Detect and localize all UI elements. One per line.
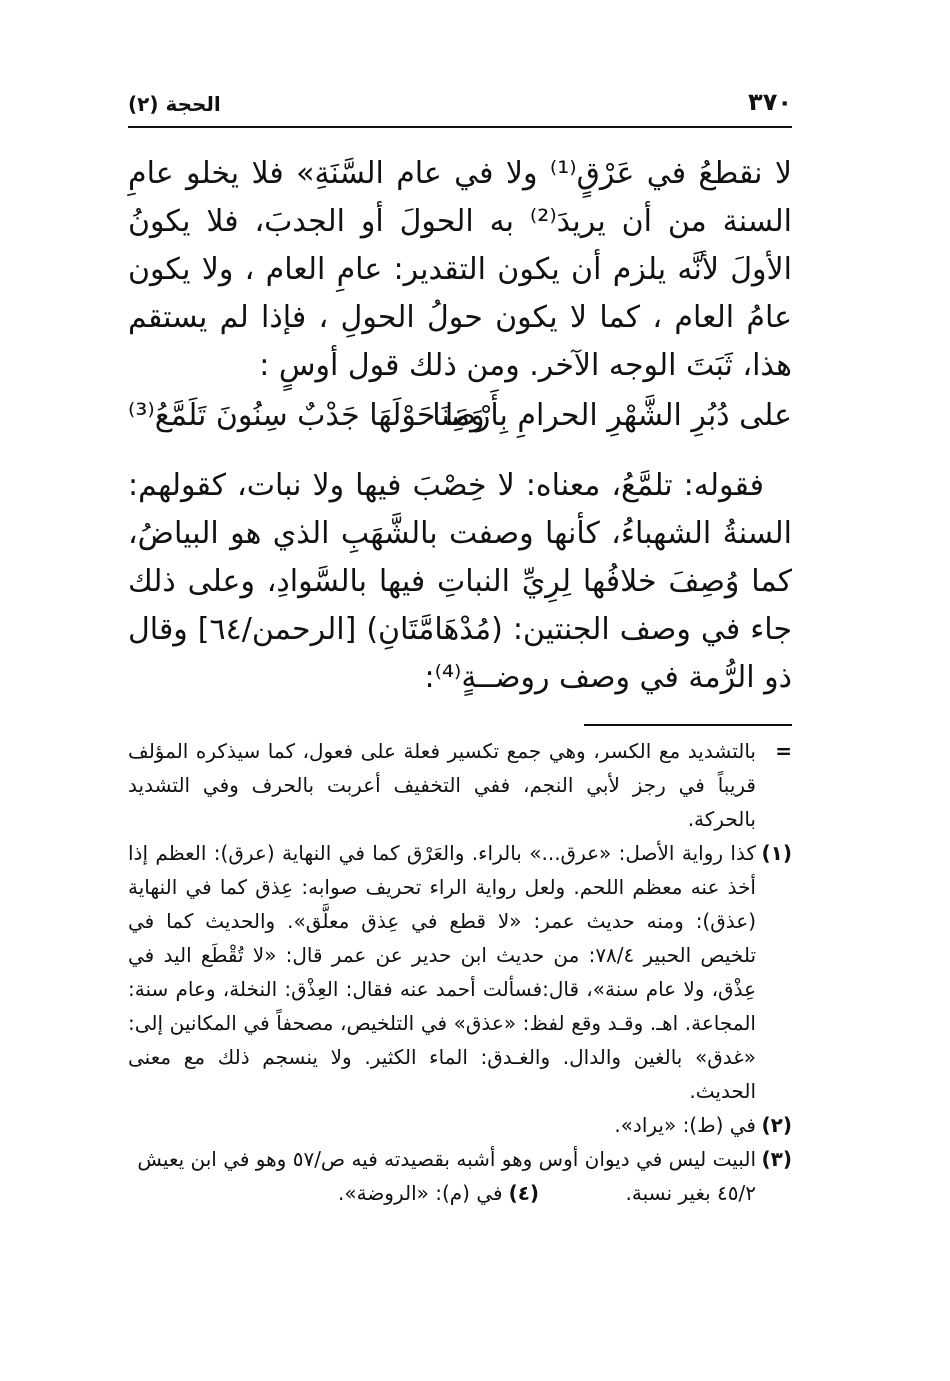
footnote-1 — [128, 836, 792, 1108]
footnote-divider — [584, 724, 792, 726]
page-header — [128, 88, 792, 124]
main-text — [128, 150, 792, 390]
poetry-verse — [128, 398, 792, 450]
paragraph-1: لا نقطعُ في عَرْقٍ⁽¹⁾ ولا في عام السَّنَةِ» فلا يخلو عامِ السنة من أن يريدَ⁽²⁾ به الحولَ أو الجدبَ، فلا يكونُ الأولَ لأنَّه يلزم أن يكون التقدير: عامِ العام ، ولا يكون عامُ العام ، كما لا يكون حولُ الحولِ ، فإذا لم يستقم هذا، ثَبَتَ الوجه الآخر. ومن ذلك قول أوسٍ : — [128, 156, 792, 383]
paragraph-2-text: فقوله: تلمَّعُ، معناه: لا خِصْبَ فيها ولا نبات، كقولهم: السنةُ الشهباءُ، كأنها وصفت بالشَّهَبِ الذي هو البياضُ، كما وُصِفَ خلافُها لِرِيِّ النباتِ فيها بالسَّوادِ، وعلى ذلك جاء في وصف الجنتين: (مُدْهَامَّتَانِ) [الرحمن/٦٤] وقال ذو الرُّمة في وصف روضــةٍ⁽⁴⁾: — [128, 468, 792, 695]
header-divider — [128, 126, 792, 128]
footnote-mark: (٢) — [761, 1113, 792, 1137]
footnote-3-and-4 — [128, 1142, 792, 1210]
footnote-mark: = — [775, 739, 792, 763]
footnote-text: في (ط): «يراد». — [614, 1113, 756, 1137]
main-text-continued — [128, 462, 792, 702]
footnote-mark: (٣) — [761, 1147, 792, 1171]
paragraph-2 — [128, 462, 792, 702]
footnote-text: بالتشديد مع الكسر، وهي جمع تكسير فعلة على فعول، كما سيذكره المؤلف قريباً في رجز لأبي النجم، ففي التخفيف أعربت بالحرف وفي التشديد بالحركة. — [128, 739, 756, 831]
footnote-mark: (٤) — [508, 1181, 540, 1205]
verse-first-hemistich: على دُبُرِ الشَّهْرِ الحرامِ بِأَرْضِنَا — [432, 398, 792, 433]
running-title: الحجة (٢) — [128, 92, 221, 116]
verse-second-hemistich: وَمَا حَوْلَهَا جَدْبٌ سِنُونَ تَلَمَّعُ⁽³⁾ — [128, 398, 485, 433]
footnote-mark: (١) — [761, 841, 792, 865]
footnote-4-text: في (م): «الروضة». — [338, 1181, 503, 1205]
footnote-continuation — [128, 734, 792, 836]
footnote-text: كذا رواية الأصل: «عرق...» بالراء. والعَرْق كما في النهاية (عرق): العظم إذا أخذ عنه معظم اللحم. ولعل رواية الراء تحريف صوابه: عِذق كما في النهاية (عذق): ومنه حديث عمر: «لا قطع في عِذق معلَّق». والحديث كما في تلخيص الحبير ٧٨/٤: من حديث ابن حدير عن عمر قال: «لا تُقْطَع اليد في عِذْق، ولا عام سنة»، قال:فسألت أحمد عنه فقال: العِذْق: النخلة، وعام سنة: المجاعة. اهـ. وقـد وقع لفظ: «عذق» في التلخيص، مصحفاً في المكانين إلى: «غدق» بالغين والدال. والغـدق: الماء الكثير. ولا ينسجم ذلك مع معنى الحديث. — [128, 841, 757, 1103]
footnotes — [128, 734, 792, 1210]
footnote-3-text: البيت ليس في ديوان أوس وهو أشبه بقصيدته فيه ص/٥٧ وهو في ابن يعيش ٤٥/٢ بغير نسبة. — [137, 1147, 756, 1205]
footnote-4 — [338, 1176, 539, 1210]
page-number: ٣٧٠ — [748, 88, 792, 116]
footnote-2 — [128, 1108, 792, 1142]
